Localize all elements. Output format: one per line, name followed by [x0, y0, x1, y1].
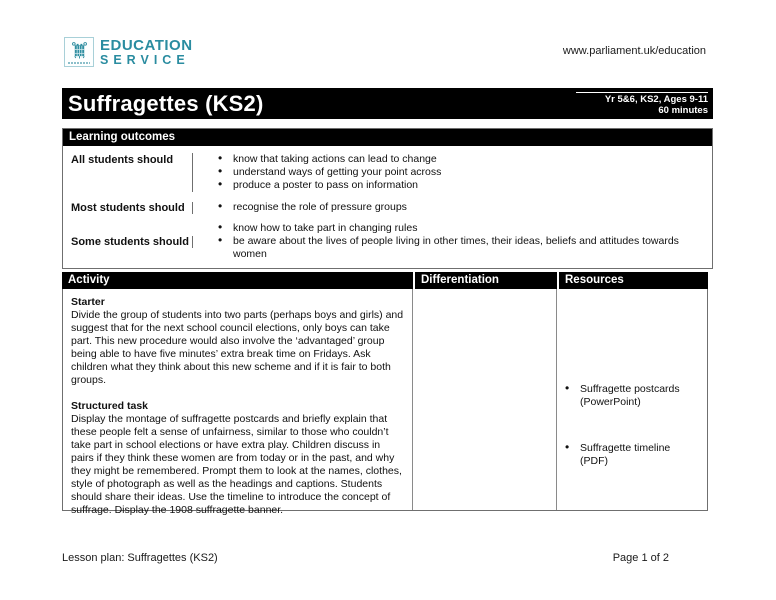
education-service-logo [64, 37, 193, 68]
bullet-item: • understand ways of getting your point across [218, 166, 712, 179]
resource-item: • Suffragette timeline (PDF) [565, 442, 701, 468]
logo-line-service: SERVICE [100, 53, 190, 67]
row-bullets [193, 222, 712, 261]
parliament-education-url: www.parliament.uk/education [562, 45, 706, 57]
bullet-item: • be aware about the lives of people living in other times, their ideas, beliefs and attitudes towards women [218, 235, 712, 261]
footer-document-title: Lesson plan: Suffragettes (KS2) [62, 552, 218, 564]
logo-wordmark [100, 38, 193, 68]
bullet-item: • produce a poster to pass on information [218, 179, 712, 192]
row-bullets [193, 153, 712, 192]
row-label-most-students: Most students should [63, 202, 193, 214]
logo-microtext [68, 62, 90, 64]
activity-table-body [62, 289, 708, 516]
activity-table-header [62, 272, 708, 289]
portcullis-icon [71, 41, 88, 60]
column-header-differentiation: Differentiation [413, 272, 557, 289]
page-footer [62, 552, 713, 564]
bullet-item: • recognise the role of pressure groups [218, 201, 712, 214]
page-title: Suffragettes (KS2) [68, 90, 264, 116]
learning-outcomes-table [62, 128, 713, 269]
row-bullets [193, 201, 712, 214]
page-number: Page 1 of 2 [612, 552, 669, 564]
activity-cell [63, 289, 413, 516]
paragraph-gap [71, 387, 404, 400]
column-header-resources: Resources [557, 272, 708, 289]
bullet-item: • know how to take part in changing rules [218, 222, 712, 235]
parliament-portcullis-icon [64, 37, 94, 67]
differentiation-cell [413, 289, 557, 510]
title-meta [576, 92, 708, 116]
title-bar [62, 88, 713, 119]
table-row [63, 214, 712, 268]
learning-outcomes-header: Learning outcomes [63, 129, 712, 146]
table-row [63, 192, 712, 214]
duration: 60 minutes [658, 104, 708, 116]
row-label-some-students: Some students should [63, 236, 193, 248]
activity-table [62, 272, 708, 516]
starter-heading: Starter [71, 296, 105, 308]
year-group-info: Yr 5&6, KS2, Ages 9-11 [576, 92, 708, 105]
structured-task-heading: Structured task [71, 400, 149, 412]
structured-task-text: Display the montage of suffragette postcards and briefly explain that these people felt a sense of unfairness, similar to those who couldn’t take part in school elections or have extra play. Children discuss in pairs if they think these women are from today or in the past, and why they might be remembered. Prompt them to look at the names, clothes, style of photograph as well as the headings and captions. Students should share their ideas. Use the timeline to introduce the concept of suffrage. Display the 1908 suffragette banner. [71, 413, 402, 516]
logo-line-education: EDUCATION [100, 37, 193, 54]
table-row [63, 146, 712, 192]
column-header-activity: Activity [62, 272, 413, 289]
resource-item: • Suffragette postcards (PowerPoint) [565, 383, 701, 409]
bullet-item: • know that taking actions can lead to change [218, 153, 712, 166]
row-label-all-students: All students should [63, 153, 193, 192]
starter-text: Divide the group of students into two parts (perhaps boys and girls) and suggest that for the next school council elections, only boys can take part. This new procedure would also involve the ‘advantaged’ group being able to have five minutes’ extra break time on Fridays. Ask children what they think about this new scheme and if it is fair to both groups. [71, 309, 404, 386]
resources-cell [557, 289, 707, 510]
